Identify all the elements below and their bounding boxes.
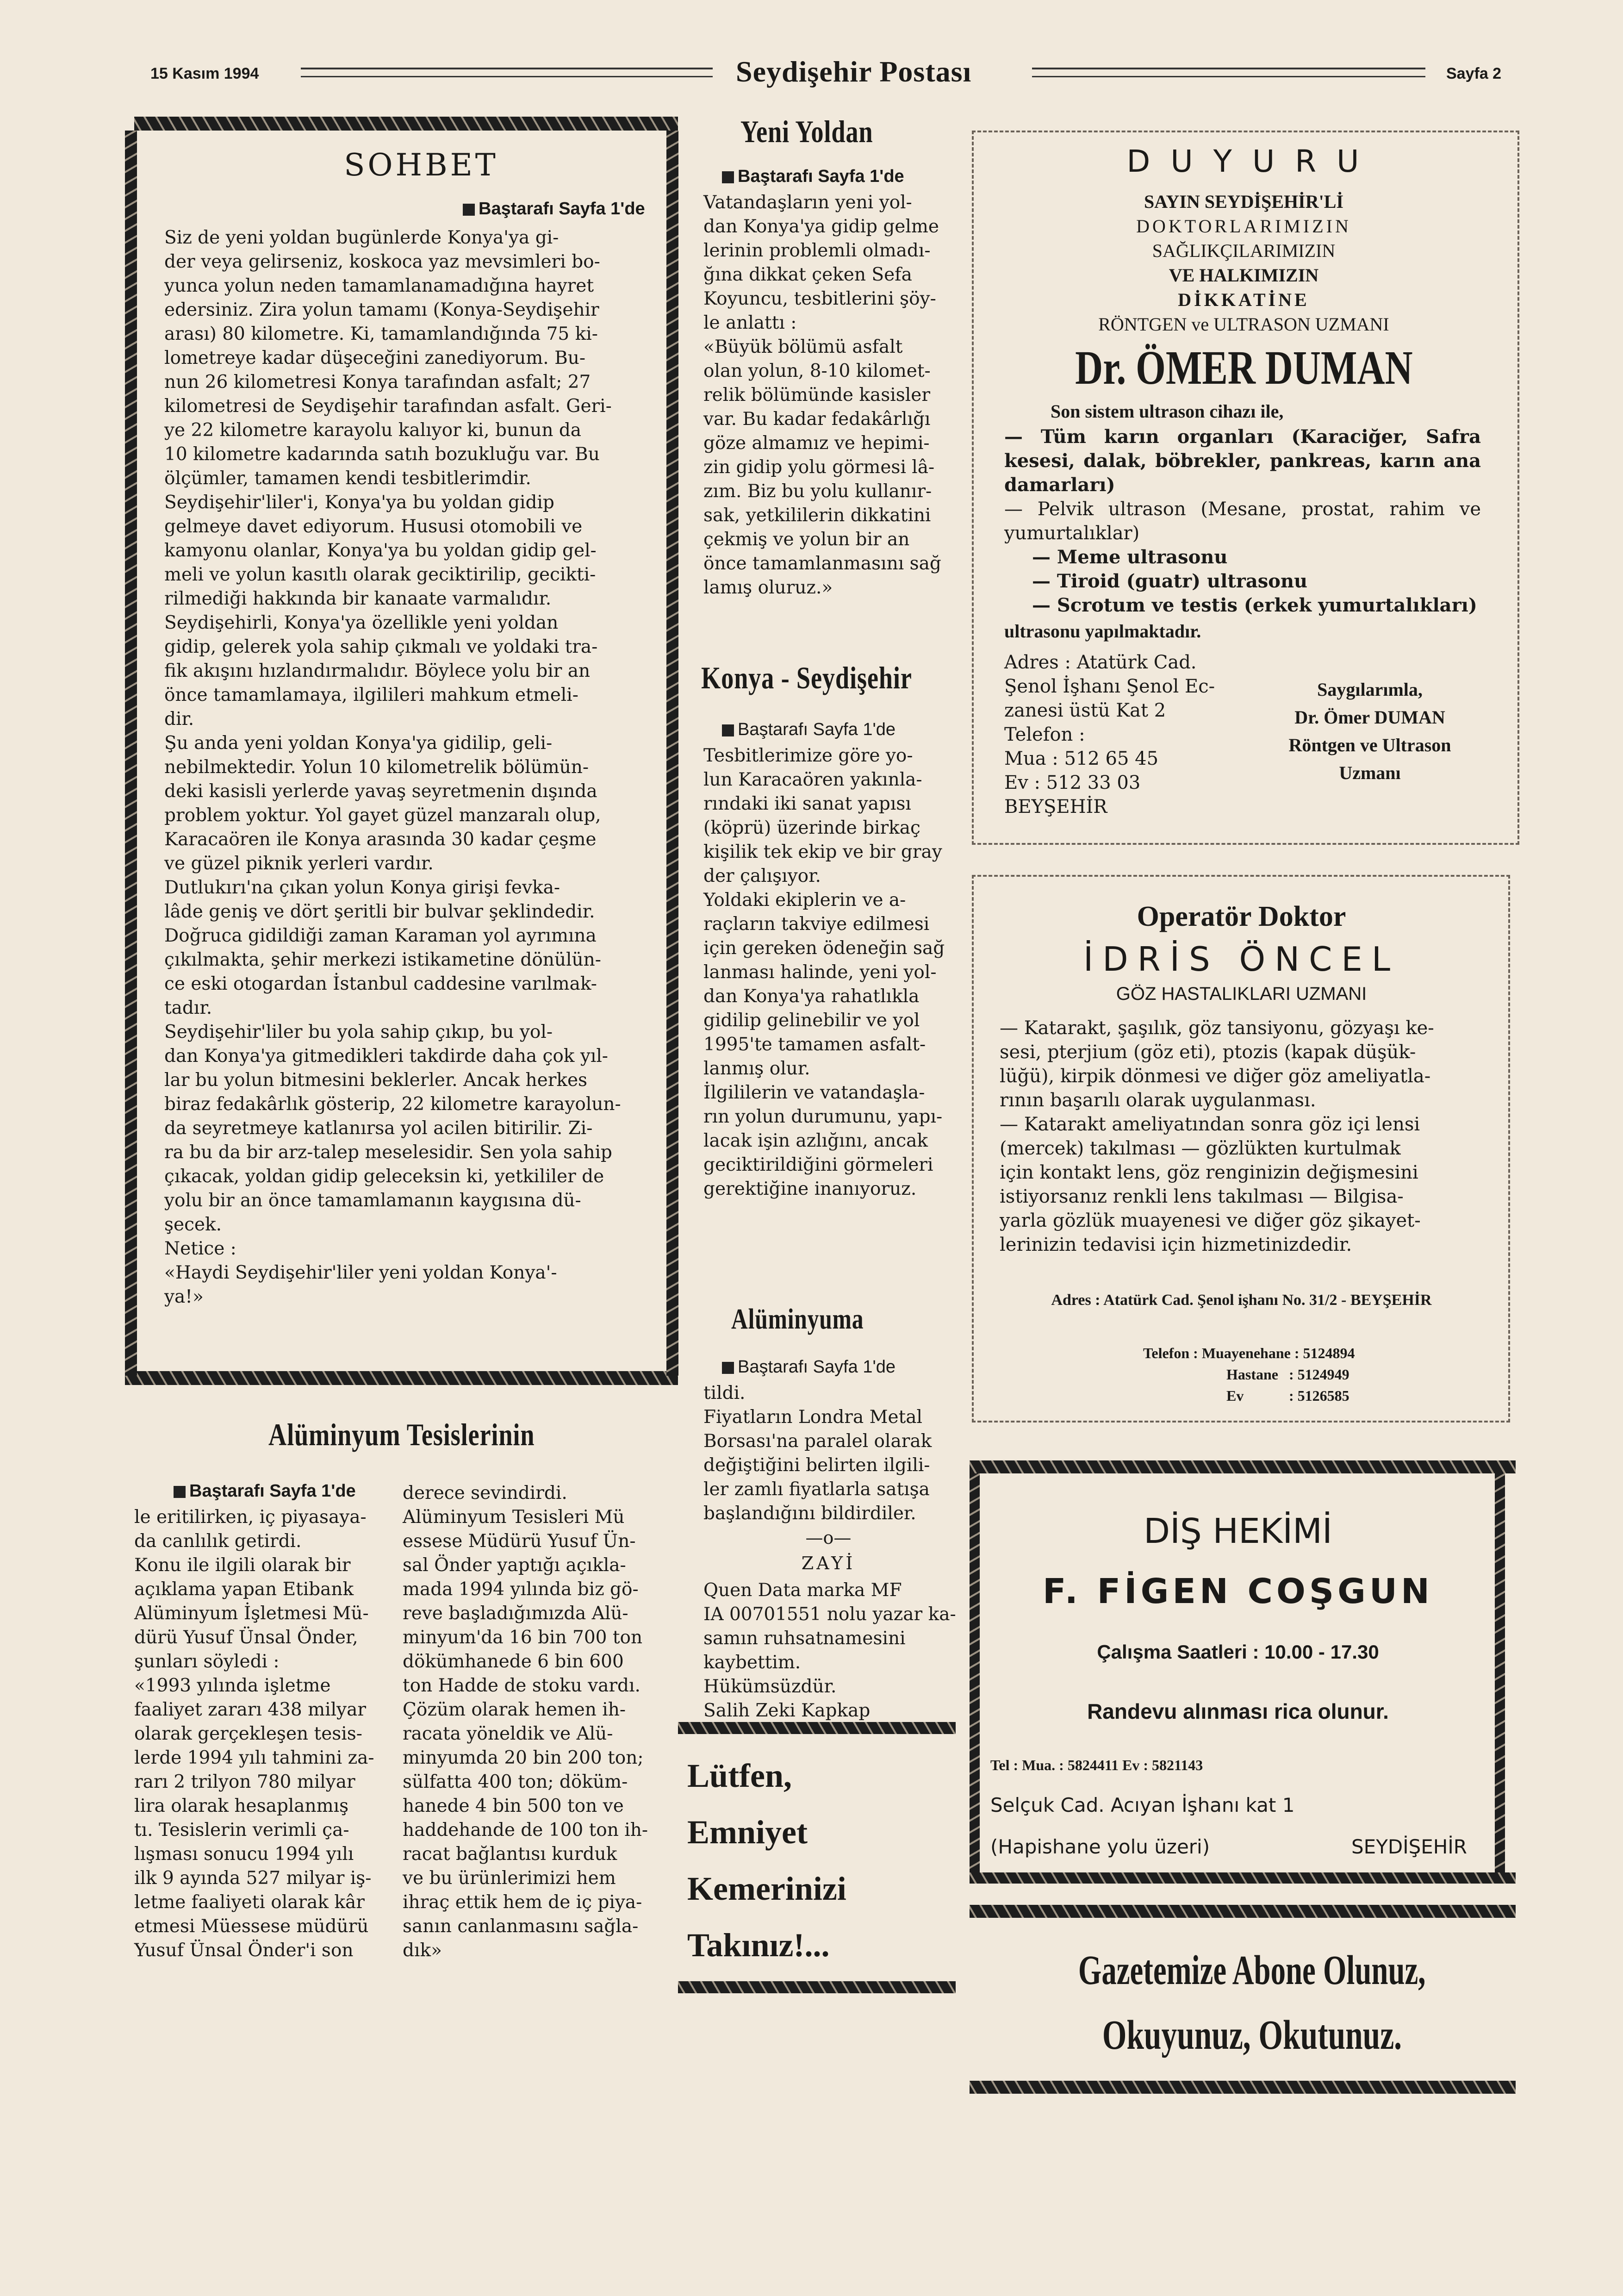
zayi-line: Hükümsüzdür. xyxy=(703,1676,837,1697)
duyuru-address-line: Şenol İşhanı Şenol Ec- xyxy=(1004,676,1215,697)
article-line: ihraç ettik hem de iç piya- xyxy=(403,1892,642,1913)
operator-address: Adres : Atatürk Cad. Şenol işhanı No. 31/2 - BEYŞEHİR xyxy=(1051,1292,1432,1309)
article-line: fik akışını hızlandırmalıdır. Böylece yolu bir an xyxy=(164,661,591,681)
article-line: Koyuncu, tesbitlerini şöy- xyxy=(703,288,936,309)
article-line: sal Önder yaptığı açıkla- xyxy=(403,1555,626,1576)
newspaper-name: Seydişehir Postası xyxy=(736,55,972,88)
duyuru-address-line: BEYŞEHİR xyxy=(1004,796,1107,817)
lutfen-border-bottom xyxy=(678,1981,956,1993)
operator-service-line: — Katarakt, şaşılık, göz tansiyonu, gözyaşı ke- xyxy=(1000,1017,1434,1039)
article-line: ya!» xyxy=(164,1286,204,1307)
zayi-line: Quen Data marka MF xyxy=(703,1580,902,1601)
dis-border-top xyxy=(970,1460,1516,1473)
operator-service-line: (mercek) takılması — gözlükten kurtulmak xyxy=(1000,1138,1401,1159)
article-line: reve başladığımızda Alü- xyxy=(403,1603,628,1624)
operator-service-list xyxy=(1000,1016,1481,1257)
article-line: dir. xyxy=(164,709,194,730)
operator-phones xyxy=(1143,1342,1355,1406)
sohbet-border-right xyxy=(666,131,678,1376)
article-line: racata yöneldik ve Alü- xyxy=(403,1723,613,1744)
konya-heading xyxy=(701,660,965,696)
dis-name: F. FİGEN COŞGUN xyxy=(1043,1572,1433,1611)
article-line: letme faaliyeti olarak kâr xyxy=(134,1892,365,1913)
article-line: şecek. xyxy=(164,1214,222,1235)
article-line: için gereken ödeneğin sağ xyxy=(703,938,945,959)
article-line: Seydişehirli, Konya'ya özellikle yeni yoldan xyxy=(164,612,559,633)
article-line: rındaki iki sanat yapısı xyxy=(703,793,911,814)
article-line: Alüminyum Tesisleri Mü xyxy=(403,1507,625,1528)
article-line: ilk 9 ayında 527 milyar iş- xyxy=(134,1868,372,1889)
duyuru-address-line: Ev : 512 33 03 xyxy=(1004,772,1141,793)
article-line: lar bu yolun bitmesini beklerler. Ancak herkes xyxy=(164,1070,588,1091)
article-line: arası) 80 kilometre. Ki, tamamlandığında 75 ki- xyxy=(164,324,598,344)
article-line: çekmiş ve yolun bir an xyxy=(703,529,910,550)
article-line: yunca yolun neden tamamlanamadığına hayret xyxy=(164,275,594,296)
article-line: lanmış olur. xyxy=(703,1058,810,1079)
article-line: le anlattı : xyxy=(703,312,797,333)
article-line: ye 22 kilometre karayolu kalıyor ki, bunun da xyxy=(164,420,582,441)
lutfen-line-4: Takınız!... xyxy=(687,1927,830,1964)
operator-service-line: istiyorsanız renkli lens takılması — Bilgisa- xyxy=(1000,1186,1404,1207)
abone-line-2 xyxy=(995,2011,1509,2059)
article-line: meli ve yolun kasıtlı olarak geciktirilip, gecikti- xyxy=(164,564,596,585)
duyuru-signature-line: Saygılarımla, xyxy=(1317,679,1423,700)
sohbet-border-top xyxy=(134,117,678,131)
operator-service-line: — Katarakt ameliyatından sonra göz içi lensi xyxy=(1000,1114,1420,1135)
article-line: etmesi Müessese müdürü xyxy=(134,1916,369,1937)
article-line: Doğruca gidildiği zaman Karaman yol ayrımına xyxy=(164,925,597,946)
article-line: ce eski otogardan İstanbul caddesine varılmak- xyxy=(164,973,597,994)
sohbet-border-left xyxy=(125,131,137,1376)
article-line: gidilip gelinebilir ve yol xyxy=(703,1010,920,1031)
article-line: «1993 yılında işletme xyxy=(134,1675,331,1696)
page-number: Sayfa 2 xyxy=(1446,65,1502,82)
duyuru-title: DUYURU xyxy=(1126,144,1380,179)
article-line: Borsası'na paralel olarak xyxy=(703,1431,932,1452)
article-line: rarı 2 trilyon 780 milyar xyxy=(134,1772,355,1792)
dis-title: DİŞ HEKİMİ xyxy=(1144,1511,1332,1551)
article-line: önce tamamlamaya, ilgilileri mahkum etmeli- xyxy=(164,685,578,705)
article-line: Tesbitlerimize göre yo- xyxy=(703,745,913,766)
aluminyum-kicker-text: Baştarafı Sayfa 1'de xyxy=(189,1481,356,1501)
konya-kicker xyxy=(722,720,895,740)
lutfen-line-2: Emniyet xyxy=(687,1814,808,1851)
duyuru-address-line: Telefon : xyxy=(1004,724,1085,745)
article-line: Çözüm olarak hemen ih- xyxy=(403,1699,626,1720)
header-rule-left xyxy=(301,68,713,77)
article-line: biraz fedakârlık gösterip, 22 kilometre karayolun- xyxy=(164,1094,621,1115)
dis-border-right xyxy=(1495,1473,1505,1878)
zayi-line: kaybettim. xyxy=(703,1652,801,1673)
aluminyum-column-2 xyxy=(403,1481,662,1963)
article-line: nebilmektedir. Yolun 10 kilometrelik bölümün- xyxy=(164,757,589,778)
duyuru-service-item: — Meme ultrasonu xyxy=(1032,546,1228,568)
article-line: tildi. xyxy=(703,1383,746,1404)
duyuru-signature-line: Dr. Ömer DUMAN xyxy=(1294,707,1445,728)
article-line: sak, yetkililerin dikkatini xyxy=(703,505,931,526)
zayi-title: ZAYİ xyxy=(801,1553,856,1573)
duyuru-line-1: SAYIN SEYDİŞEHİR'Lİ xyxy=(1144,191,1343,212)
article-line: lâde geniş ve dört şeritli bir bulvar şeklindedir. xyxy=(164,901,595,922)
sohbet-title: SOHBET xyxy=(344,147,498,183)
separator: —o— xyxy=(805,1528,852,1548)
square-bullet-icon xyxy=(722,171,734,183)
zayi-line: Salih Zeki Kapkap xyxy=(703,1700,871,1721)
article-line: Yusuf Ünsal Önder'i son xyxy=(134,1940,354,1961)
duyuru-intro: Son sistem ultrason cihazı ile, xyxy=(1051,401,1284,422)
article-line: sülfatta 400 ton; döküm- xyxy=(403,1772,628,1792)
duyuru-service-item: — Scrotum ve testis (erkek yumurtalıkları) xyxy=(1032,594,1477,616)
zayi-line: samın ruhsatnamesini xyxy=(703,1628,906,1649)
lutfen-border-top xyxy=(678,1722,956,1734)
operator-ev-label: Ev xyxy=(1226,1387,1244,1404)
article-line: dökümhanede 6 bin 600 xyxy=(403,1651,624,1672)
aluminyuma-body xyxy=(703,1381,953,1526)
article-line: da seyretmeye katlanırsa yol acilen bitirilir. Zi- xyxy=(164,1118,593,1139)
article-line: zin gidip yolu görmesi lâ- xyxy=(703,457,935,478)
article-line: Netice : xyxy=(164,1238,236,1259)
operator-tel-1: : 5124894 xyxy=(1294,1345,1355,1361)
article-line: tadır. xyxy=(164,998,212,1018)
konya-body xyxy=(703,744,953,1201)
article-line: edersiniz. Zira yolun tamamı (Konya-Seydişehir xyxy=(164,299,599,320)
aluminyuma-heading-text: Alüminyuma xyxy=(731,1304,864,1335)
article-line: gelmeye davet ediyorum. Hususi otomobili ve xyxy=(164,516,583,537)
article-line: raçların takviye edilmesi xyxy=(703,914,930,935)
operator-hastane-label: Hastane xyxy=(1226,1366,1278,1383)
square-bullet-icon xyxy=(463,204,475,216)
konya-kicker-text: Baştarafı Sayfa 1'de xyxy=(738,720,896,739)
konya-heading-text: Konya - Seydişehir xyxy=(701,660,912,695)
article-line: olarak gerçekleşen tesis- xyxy=(134,1723,362,1744)
operator-tel-label: Telefon : Muayenehane xyxy=(1143,1345,1291,1361)
article-line: haddehande de 100 ton ih- xyxy=(403,1820,648,1841)
square-bullet-icon xyxy=(722,1362,734,1374)
article-line: Dutlukırı'na çıkan yolun Konya girişi fevka- xyxy=(164,877,560,898)
article-line: gerektiğine inanıyoruz. xyxy=(703,1179,917,1199)
article-line: geciktirildiğini görmeleri xyxy=(703,1154,933,1175)
square-bullet-icon xyxy=(174,1486,186,1498)
article-line: der çalışıyor. xyxy=(703,866,821,886)
article-line: der veya gelirseniz, koskoca yaz mevsimleri bo- xyxy=(164,251,600,272)
sohbet-kicker-text: Baştarafı Sayfa 1'de xyxy=(479,199,645,218)
article-line: dan Konya'ya rahatlıkla xyxy=(703,986,920,1007)
duyuru-doctor-name xyxy=(976,340,1511,395)
article-line: essese Müdürü Yusuf Ün- xyxy=(403,1531,636,1552)
article-line: kilometresi de Seydişehir tarafından asfalt. Geri- xyxy=(164,396,612,417)
article-line: Seydişehir'liler bu yola sahip çıkıp, bu yol- xyxy=(164,1022,553,1042)
duyuru-signature-line: Uzmanı xyxy=(1339,762,1401,783)
aluminyum-heading xyxy=(227,1416,643,1453)
duyuru-address xyxy=(1004,650,1215,819)
dis-border-left xyxy=(970,1473,980,1878)
article-line: İlgililerin ve vatandaşla- xyxy=(703,1082,925,1103)
article-line: minyum'da 16 bin 700 ton xyxy=(403,1627,643,1648)
article-line: rilmediği hakkında bir kanaate varmalıdır. xyxy=(164,588,552,609)
article-line: gidip, gelerek yola sahip çıkmalı ve yoldaki tra- xyxy=(164,636,598,657)
article-line: tı. Tesislerin verimli ça- xyxy=(134,1820,349,1841)
dis-phone: Tel : Mua. : 5824411 Ev : 5821143 xyxy=(990,1757,1203,1773)
article-line: lun Karacaören yakınla- xyxy=(703,769,922,790)
article-line: şunları söyledi : xyxy=(134,1651,280,1672)
duyuru-address-line: zanesi üstü Kat 2 xyxy=(1004,700,1166,721)
operator-title: Operatör Doktor xyxy=(1137,901,1346,932)
duyuru-signature xyxy=(1250,676,1490,787)
issue-date: 15 Kasım 1994 xyxy=(150,65,259,82)
operator-service-line: için kontakt lens, göz renginizin değişmesini xyxy=(1000,1162,1418,1183)
article-line: dık» xyxy=(403,1940,442,1961)
article-line: ton Hadde de stoku vardı. xyxy=(403,1675,640,1696)
article-line: Karacaören ile Konya arasında 30 kadar çeşme xyxy=(164,829,597,850)
article-line: lerde 1994 yılı tahmini za- xyxy=(134,1747,374,1768)
article-line: kamyonu olanlar, Konya'ya bu yoldan gidip gel- xyxy=(164,540,597,561)
article-line: ölçümler, tamamen kendi tesbitlerimdir. xyxy=(164,468,531,489)
article-line: değiştiğini belirten ilgili- xyxy=(703,1455,930,1476)
article-line: başlandığını bildirdiler. xyxy=(703,1503,916,1524)
article-line: derece sevindirdi. xyxy=(403,1483,567,1504)
aluminyum-kicker xyxy=(174,1481,356,1501)
duyuru-service-item: — Pelvik ultrason (Mesane, prostat, rahim ve yumurtalıklar) xyxy=(1004,499,1481,544)
operator-service-line: lüğü), kirpik dönmesi ve diğer göz ameliyatla- xyxy=(1000,1066,1431,1087)
duyuru-service-item: — Tiroid (guatr) ultrasonu xyxy=(1032,570,1308,592)
operator-service-line: yarla gözlük muayenesi ve diğer göz şikayet- xyxy=(1000,1210,1421,1231)
yeniyoldan-body xyxy=(703,191,953,600)
article-line: «Haydi Seydişehir'liler yeni yoldan Konya'- xyxy=(164,1262,557,1283)
operator-service-line: sesi, pterjium (göz eti), ptozis (kapak düşük- xyxy=(1000,1042,1416,1063)
article-line: ve güzel piknik yerleri vardır. xyxy=(164,853,434,874)
lutfen-line-3: Kemerinizi xyxy=(687,1870,846,1907)
duyuru-outro: ultrasonu yapılmaktadır. xyxy=(1004,621,1201,642)
abone-line-1-text: Gazetemize Abone Olunuz, xyxy=(1078,1947,1426,1993)
abone-border-top xyxy=(970,1905,1516,1918)
duyuru-service-item: — Tüm karın organları (Karaciğer, Safra kesesi, dalak, böbrekler, pankreas, karın ana damarları) xyxy=(1004,426,1481,496)
article-line: zım. Biz bu yolu kullanır- xyxy=(703,481,932,502)
dis-address-1: Selçuk Cad. Acıyan İşhanı kat 1 xyxy=(990,1794,1295,1816)
duyuru-line-3: SAĞLIKÇILARIMIZIN xyxy=(1152,240,1336,261)
yeniyoldan-heading-text: Yeni Yoldan xyxy=(740,114,873,149)
abone-line-1 xyxy=(995,1947,1509,1994)
article-line: Alüminyum İşletmesi Mü- xyxy=(134,1603,369,1624)
aluminyum-column-1 xyxy=(134,1505,384,1963)
article-line: ve bu ürünlerimizi hem xyxy=(403,1868,616,1889)
yeniyoldan-kicker xyxy=(722,167,904,187)
abone-line-2-text: Okuyunuz, Okutunuz. xyxy=(1102,2012,1402,2058)
article-line: Siz de yeni yoldan bugünlerde Konya'ya gi- xyxy=(164,227,559,248)
article-line: lacak işin azlığını, ancak xyxy=(703,1130,928,1151)
dis-address-2: (Hapishane yolu üzeri) xyxy=(990,1835,1210,1858)
article-line: dan Konya'ya gidip gelme xyxy=(703,216,939,237)
article-line: (köprü) üzerinde birkaç xyxy=(703,817,920,838)
dis-city: SEYDİŞEHİR xyxy=(1351,1835,1467,1858)
abone-border-bottom xyxy=(970,2081,1516,2094)
article-line: mada 1994 yılında biz gö- xyxy=(403,1579,639,1600)
duyuru-line-2: DOKTORLARIMIZIN xyxy=(1136,216,1351,237)
article-line: Şu anda yeni yoldan Konya'ya gidilip, geli- xyxy=(164,733,553,754)
dis-hours: Çalışma Saatleri : 10.00 - 17.30 xyxy=(1097,1641,1379,1663)
article-line: lışması sonucu 1994 yılı xyxy=(134,1844,354,1865)
article-line: göze almamız ve hepimi- xyxy=(703,433,930,454)
article-line: 1995'te tamamen asfalt- xyxy=(703,1034,926,1055)
article-line: rın yolun durumunu, yapı- xyxy=(703,1106,943,1127)
lutfen-slogan xyxy=(687,1747,846,1973)
article-line: lometreye kadar düşeceğini zanediyorum. Bu- xyxy=(164,348,586,368)
article-line: lira olarak hesaplanmış xyxy=(134,1796,349,1816)
article-line: da canlılık getirdi. xyxy=(134,1531,302,1552)
duyuru-doctor-name-text: Dr. ÖMER DUMAN xyxy=(1075,341,1413,394)
article-line: yolu bir an önce tamamlamanın kaygısına dü- xyxy=(164,1190,581,1211)
article-line: racat bağlantısı kurduk xyxy=(403,1844,617,1865)
article-line: kişilik tek ekip ve bir gray xyxy=(703,842,942,862)
article-line: açıklama yapan Etibank xyxy=(134,1579,354,1600)
article-line: ra bu da bir arz-talep meselesidir. Sen yola sahip xyxy=(164,1142,612,1163)
operator-name: İDRİS ÖNCEL xyxy=(1083,940,1399,979)
article-line: dan Konya'ya gitmedikleri takdirde daha çok yıl- xyxy=(164,1046,608,1067)
square-bullet-icon xyxy=(722,724,734,736)
aluminyuma-kicker-text: Baştarafı Sayfa 1'de xyxy=(738,1357,896,1377)
sohbet-border-bottom xyxy=(125,1371,678,1385)
article-line: dürü Yusuf Ünsal Önder, xyxy=(134,1627,358,1648)
dis-border-bottom xyxy=(970,1872,1516,1884)
duyuru-signature-line: Röntgen ve Ultrason xyxy=(1288,735,1451,755)
article-line: «Büyük bölümü asfalt xyxy=(703,337,903,357)
zayi-line: IA 00701551 nolu yazar ka- xyxy=(703,1604,956,1625)
duyuru-line-4: VE HALKIMIZIN xyxy=(1169,265,1319,286)
article-line: Seydişehir'liler'i, Konya'ya bu yoldan gidip xyxy=(164,492,554,513)
operator-service-line: lerinizin tedavisi için hizmetinizdedir. xyxy=(1000,1234,1352,1255)
article-line: problem yoktur. Yol gayet güzel manzaralı olup, xyxy=(164,805,601,826)
article-line: Konu ile ilgili olarak bir xyxy=(134,1555,351,1576)
operator-tel-3: : 5126585 xyxy=(1289,1387,1349,1404)
duyuru-line-6: RÖNTGEN ve ULTRASON UZMANI xyxy=(1098,314,1389,335)
article-line: önce tamamlanmasını sağ xyxy=(703,553,941,574)
header-rule-right xyxy=(1032,68,1425,77)
article-line: ğına dikkat çeken Sefa xyxy=(703,264,912,285)
aluminyuma-heading xyxy=(731,1303,897,1336)
article-line: lamış oluruz.» xyxy=(703,577,833,598)
duyuru-service-list xyxy=(1004,425,1481,618)
aluminyuma-kicker xyxy=(722,1357,895,1377)
article-line: çıkılmakta, şehir merkezi istikametine dönülün- xyxy=(164,949,601,970)
duyuru-address-line: Adres : Atatürk Cad. xyxy=(1004,652,1197,673)
article-line: le eritilirken, iç piyasaya- xyxy=(134,1507,367,1528)
article-line: faaliyet zararı 438 milyar xyxy=(134,1699,366,1720)
aluminyum-heading-text: Alüminyum Tesislerinin xyxy=(268,1417,535,1452)
article-line: Fiyatların Londra Metal xyxy=(703,1407,923,1428)
article-line: var. Bu kadar fedakârlığı xyxy=(703,409,931,430)
sohbet-kicker xyxy=(463,199,645,219)
duyuru-line-5: DİKKATİNE xyxy=(1178,289,1310,310)
article-line: hanede 4 bin 500 ton ve xyxy=(403,1796,624,1816)
duyuru-address-line: Mua : 512 65 45 xyxy=(1004,748,1159,769)
sohbet-article-body xyxy=(164,226,646,1309)
article-line: ler zamlı fiyatlarla satışa xyxy=(703,1479,930,1500)
article-line: lanması halinde, yeni yol- xyxy=(703,962,937,983)
operator-specialty: GÖZ HASTALIKLARI UZMANI xyxy=(1116,984,1367,1004)
article-line: relik bölümünde kasisler xyxy=(703,385,930,406)
operator-service-line: rının başarılı olarak uygulanması. xyxy=(1000,1090,1316,1111)
article-line: deki kasisli yerlerde yavaş seyretmenin dışında xyxy=(164,781,597,802)
article-line: olan yolun, 8-10 kilomet- xyxy=(703,361,931,381)
dis-randevu: Randevu alınması rica olunur. xyxy=(1087,1699,1389,1723)
operator-tel-2: : 5124949 xyxy=(1289,1366,1349,1383)
article-line: 10 kilometre kadarında satıh bozukluğu var. Bu xyxy=(164,444,600,465)
article-line: nun 26 kilometresi Konya tarafından asfalt; 27 xyxy=(164,372,591,393)
yeniyoldan-kicker-text: Baştarafı Sayfa 1'de xyxy=(738,167,904,186)
article-line: lerinin problemli olmadı- xyxy=(703,240,931,261)
article-line: çıkacak, yoldan gidip geleceksin ki, yetkililer de xyxy=(164,1166,604,1187)
article-line: minyumda 20 bin 200 ton; xyxy=(403,1747,644,1768)
article-line: Yoldaki ekiplerin ve a- xyxy=(703,890,906,911)
yeniyoldan-heading xyxy=(740,113,906,150)
article-line: sanın canlanmasını sağla- xyxy=(403,1916,639,1937)
zayi-body xyxy=(703,1578,956,1723)
article-line: Vatandaşların yeni yol- xyxy=(703,192,912,213)
lutfen-line-1: Lütfen, xyxy=(687,1757,792,1794)
